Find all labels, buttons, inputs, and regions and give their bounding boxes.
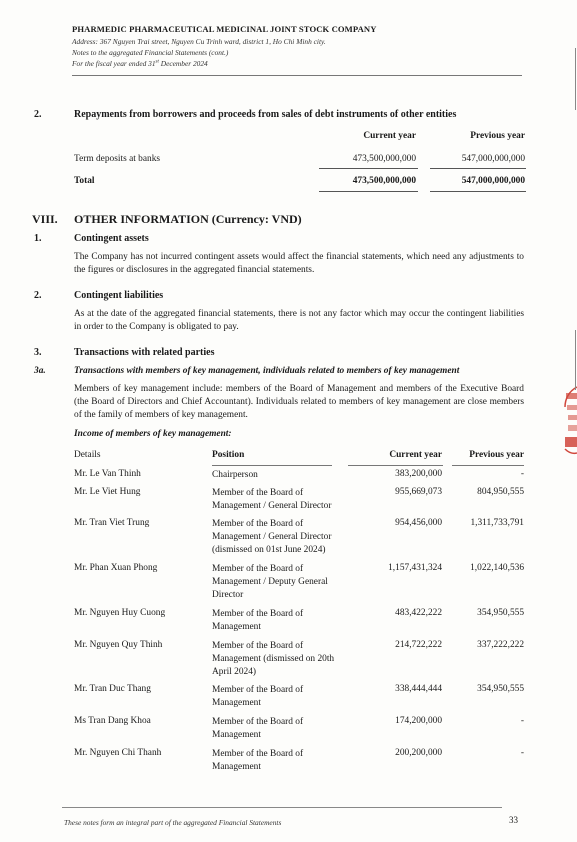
member-position [212,518,347,557]
subsection-title: Transactions with members of key management, individuals related to members of key management [74,366,460,376]
member-position [212,608,347,634]
section-title: OTHER INFORMATION (Currency: VND) [74,212,302,226]
income-table-title: Income of members of key management: [74,429,232,439]
col-details: Details [74,450,101,460]
income-current: 383,200,000 [395,469,442,479]
subsection-number: 3a. [34,366,46,376]
income-previous: 1,311,733,791 [470,518,524,528]
paragraph: Members of key management include: members of the Board of Management and members of the Executive Board (the Board of Directors and Chief Accountant). Individuals related to members of key management are close members of the family of members of key management. [74,384,524,420]
income-current: 338,444,444 [395,684,442,694]
position-line: Management [212,730,261,740]
notes-subtitle: Notes to the aggregated Financial Statements (cont.) [72,48,229,57]
income-previous: - [520,469,524,479]
header-rule [348,465,443,466]
position-line: Member of the Board of [212,717,304,727]
page-edge-mark [575,330,576,390]
subsection-title: Contingent assets [74,233,149,244]
col-current-year: Current year [389,450,442,460]
total-label: Total [74,176,95,186]
position-line: Member of the Board of [212,519,304,529]
company-name: PHARMEDIC PHARMACEUTICAL MEDICINAL JOINT STOCK COMPANY [72,24,377,34]
footer-note: These notes form an integral part of the aggregated Financial Statements [64,818,282,827]
section-title: Repayments from borrowers and proceeds from sales of debt instruments of other entities [74,109,457,120]
subsection-title: Transactions with related parties [74,347,215,358]
position-line: (dismissed on 01st June 2024) [212,545,326,555]
position-line: Member of the Board of [212,685,304,695]
subsection-title: Contingent liabilities [74,290,164,301]
page-edge-mark [575,48,576,110]
total-rule [430,191,526,192]
section-number: 2. [34,109,42,120]
member-name: Mr. Le Viet Hung [74,487,141,497]
position-line: Management (dismissed on 20th [212,654,335,664]
position-line: Member of the Board of [212,749,304,759]
income-current: 214,722,222 [395,640,442,650]
col-previous-year: Previous year [470,131,525,141]
member-name: Mr. Le Van Thinh [74,469,141,479]
income-previous: - [520,716,524,726]
row-label: Term deposits at banks [74,154,161,164]
position-line: Management / General Director [212,532,332,542]
member-name: Mr. Nguyen Chi Thanh [74,748,162,758]
income-previous: 1,022,140,536 [470,563,524,573]
page-number: 33 [509,815,518,825]
income-current: 200,200,000 [395,748,442,758]
subsection-number: 3. [34,347,42,358]
member-position [212,640,347,679]
fiscal-period: For the fiscal year ended 31st December 2024 [72,59,208,68]
member-name: Mr. Tran Duc Thang [74,684,151,694]
header-rule [72,75,522,76]
member-name: Mr. Phan Xuan Phong [74,563,158,573]
income-previous: 354,950,555 [477,684,524,694]
member-name: Mr. Tran Viet Trung [74,518,150,528]
position-line: Management [212,762,261,772]
member-position [212,469,347,482]
income-previous: 804,950,555 [477,487,524,497]
position-line: Member of the Board of [212,641,304,651]
col-previous-year: Previous year [469,450,524,460]
footer-rule [62,807,502,808]
total-current: 473,500,000,000 [352,176,416,186]
position-line: Management / Deputy General [212,577,328,587]
total-rule [319,191,418,192]
company-address: Address: 367 Nguyen Trai street, Nguyen Cu Trinh ward, district 1, Ho Chi Minh city. [72,37,326,46]
position-line: Management / General Director [212,501,332,511]
position-line: Chairperson [212,470,258,480]
col-current-year: Current year [363,131,416,141]
position-line: Member of the Board of [212,564,304,574]
member-name: Mr. Nguyen Quy Thinh [74,640,163,650]
paragraph: As at the date of the aggregated financial statements, there is not any factor which may occur the contingent liabilities in order to the Company is obligated to pay. [74,309,524,332]
income-current: 1,157,431,324 [388,563,442,573]
income-current: 174,200,000 [395,716,442,726]
member-position [212,563,347,602]
subsection-number: 2. [34,290,42,301]
income-previous: 337,222,222 [477,640,524,650]
position-line: Member of the Board of [212,609,304,619]
income-previous: - [520,748,524,758]
income-current: 955,669,073 [395,487,442,497]
member-position [212,748,347,774]
position-line: Management [212,622,261,632]
section-number: VIII. [32,212,58,226]
member-name: Mr. Nguyen Huy Cuong [74,608,166,618]
header-rule [212,465,332,466]
subtotal-rule [430,168,526,169]
position-line: April 2024) [212,667,257,677]
header-rule [452,465,524,466]
income-current: 483,422,222 [395,608,442,618]
member-position [212,716,347,742]
seal-stamp-fragment [563,385,577,455]
subsection-number: 1. [34,233,42,244]
member-name: Ms Tran Dang Khoa [74,716,151,726]
income-current: 954,456,000 [395,518,442,528]
row-previous: 547,000,000,000 [461,154,525,164]
total-previous: 547,000,000,000 [461,176,525,186]
position-line: Director [212,590,244,600]
income-previous: 354,950,555 [477,608,524,618]
row-current: 473,500,000,000 [352,154,416,164]
member-position [212,487,347,513]
paragraph: The Company has not incurred contingent assets would affect the financial statements, which need any adjustments to the figures or disclosures in the aggregated financial statements. [74,252,524,275]
col-position: Position [212,450,245,460]
position-line: Member of the Board of [212,488,304,498]
position-line: Management [212,698,261,708]
subtotal-rule [319,168,418,169]
member-position [212,684,347,710]
